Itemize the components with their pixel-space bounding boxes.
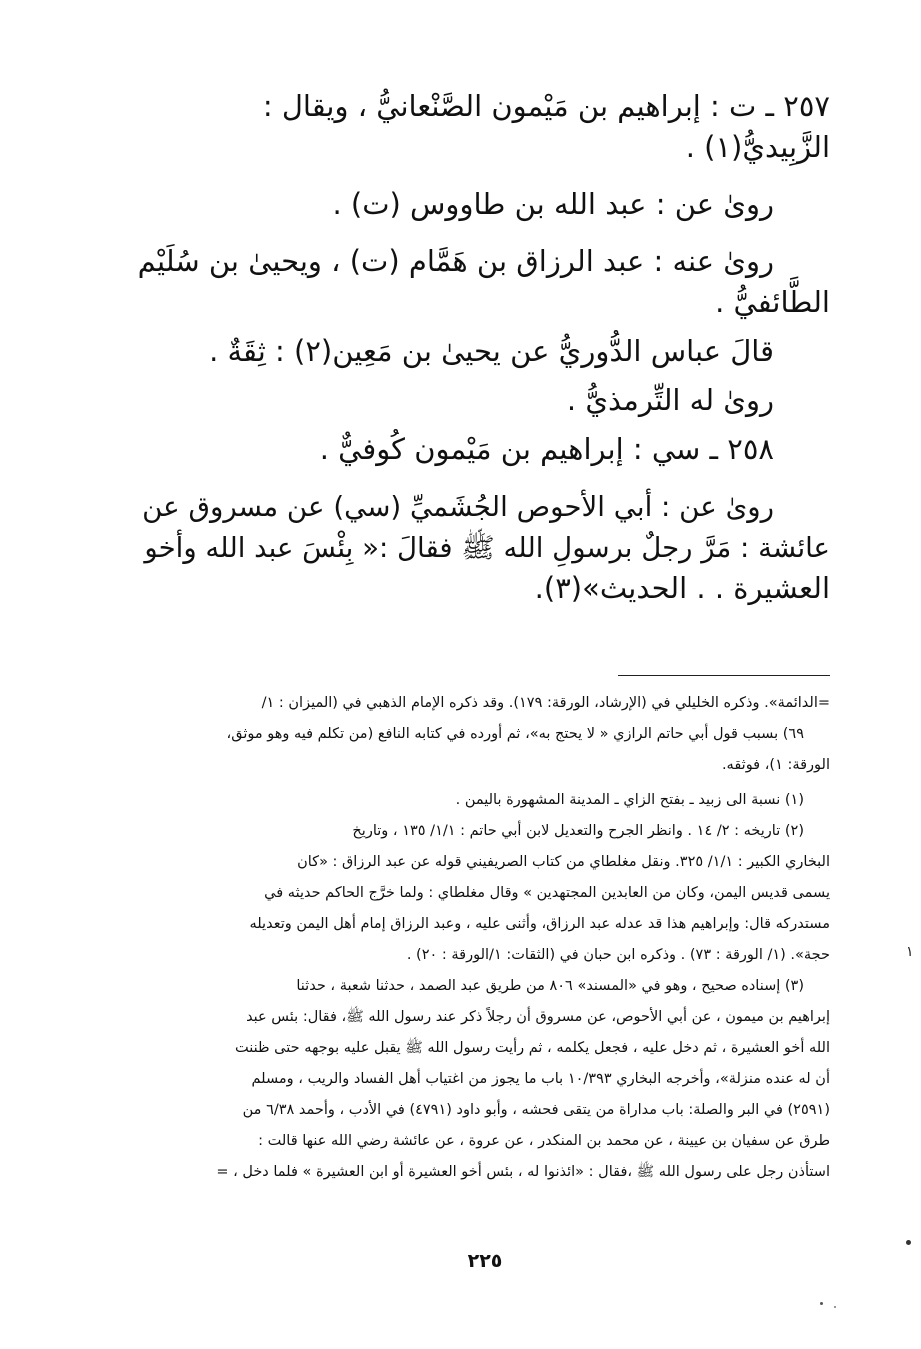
ink-speck [906, 1240, 911, 1245]
footnote-separator [618, 675, 830, 676]
footnote-line: (٢) تاريخه : ٢/ ١٤ . وانظر الجرح والتعديل لابن أبي حاتم : ١/١/ ١٣٥ ، وتاريخ [352, 823, 804, 839]
main-text [130, 86, 830, 609]
text-line: قالَ عباس الدُّوريُّ عن يحيىٰ بن مَعِين(٢) : ثِقَةٌ . [209, 334, 774, 368]
footnotes [118, 688, 830, 1188]
text-line: روىٰ عنه : عبد الرزاق بن هَمَّام (ت) ، ويحيىٰ بن سُلَيْم [137, 244, 774, 278]
text-line: الطَّائفيُّ . [715, 285, 830, 319]
text-line: روىٰ له التِّرمذيُّ . [566, 383, 774, 417]
footnote-line: (٢٥٩١) في البر والصلة: باب مداراة من يتقى فحشه ، وأبو داود (٤٧٩١) في الأدب ، وأحمد ٦/٣٨ من [242, 1102, 830, 1118]
margin-mark: ١ [906, 944, 914, 960]
footnote-line: الله أخو العشيرة ، ثم دخل عليه ، فجعل يكلمه ، ثم رأيت رسول الله ﷺ يقبل عليه بوجهه حتى ظننت [235, 1040, 830, 1056]
footnote-line: طرق عن سفيان بن عيينة ، عن محمد بن المنكدر ، عن عروة ، عن عائشة رضي الله عنها قالت : [258, 1133, 830, 1149]
text-line: ٢٥٧ ـ ت : إبراهيم بن مَيْمون الصَّنْعانيُّ ، ويقال : [262, 89, 830, 123]
text-line: الزَّبِيديُّ(١) . [685, 130, 830, 164]
footnote-line: (٣) إسناده صحيح ، وهو في «المسند» ٨٠٦ من طريق عبد الصمد ، حدثنا شعبة ، حدثنا [296, 978, 804, 994]
text-line: روىٰ عن : عبد الله بن طاووس (ت) . [332, 187, 774, 221]
ink-speck [834, 1306, 836, 1308]
footnote-line: مستدركه قال: وإبراهيم هذا قد عدله عبد الرزاق، وأثنى عليه ، وعبد الرزاق إمام أهل اليمن وتعديله [249, 916, 830, 932]
text-line: العشيرة . . الحديث»(٣). [534, 571, 830, 605]
footnote-line: استأذن رجل على رسول الله ﷺ ،فقال : «ائذنوا له ، بئس أخو العشيرة أو ابن العشيرة » فلما دخل ، = [216, 1164, 830, 1180]
footnote-line: يسمى قديس اليمن، وكان من العابدين المجتهدين » وقال مغلطاي : ولما خرَّج الحاكم حديثه في [264, 885, 830, 901]
text-line: عائشة : مَرَّ رجلٌ برسولِ الله ﷺ فقالَ :« بِئْسَ عبد الله وأخو [144, 531, 830, 564]
text-line: روىٰ عن : أبي الأحوص الجُشَميِّ (سي) عن مسروق عن [142, 490, 774, 523]
page-number: ٢٢٥ [467, 1250, 503, 1272]
footnote-line: =الدائمة». وذكره الخليلي في (الإرشاد، الورقة: ١٧٩). وقد ذكره الإمام الذهبي في (الميزان : ١/ [261, 695, 830, 711]
footnote-line: البخاري الكبير : ١/١/ ٣٢٥. ونقل مغلطاي من كتاب الصريفيني قوله عن عبد الرزاق : «كان [297, 854, 830, 870]
footnote-line: إبراهيم بن ميمون ، عن أبي الأحوص، عن مسروق أن رجلاً ذكر عند رسول الله ﷺ، فقال: بئس عبد [246, 1009, 830, 1025]
footnote-line: الورقة: ١)، فوثقه. [721, 757, 830, 773]
footnote-line: (١) نسبة الى زبيد ـ بفتح الزاي ـ المدينة المشهورة باليمن . [455, 792, 804, 808]
footnote-line: ٦٩) بسبب قول أبي حاتم الرازي « لا يحتج به»، ثم أورده في كتابه النافع (من تكلم فيه وهو موثق، [226, 726, 804, 742]
text-line: ٢٥٨ ـ سي : إبراهيم بن مَيْمون كُوفيٌّ . [319, 432, 774, 466]
footnote-line: حجة». (١/ الورقة : ٧٣) . وذكره ابن حبان في (الثقات: ١/الورقة : ٢٠) . [406, 947, 830, 963]
footnote-line: أن له عنده منزلة»، وأخرجه البخاري ١٠/٣٩٣ باب ما يجوز من اغتياب أهل الفساد والريب ، ومسلم [251, 1071, 830, 1087]
ink-speck [820, 1302, 823, 1305]
